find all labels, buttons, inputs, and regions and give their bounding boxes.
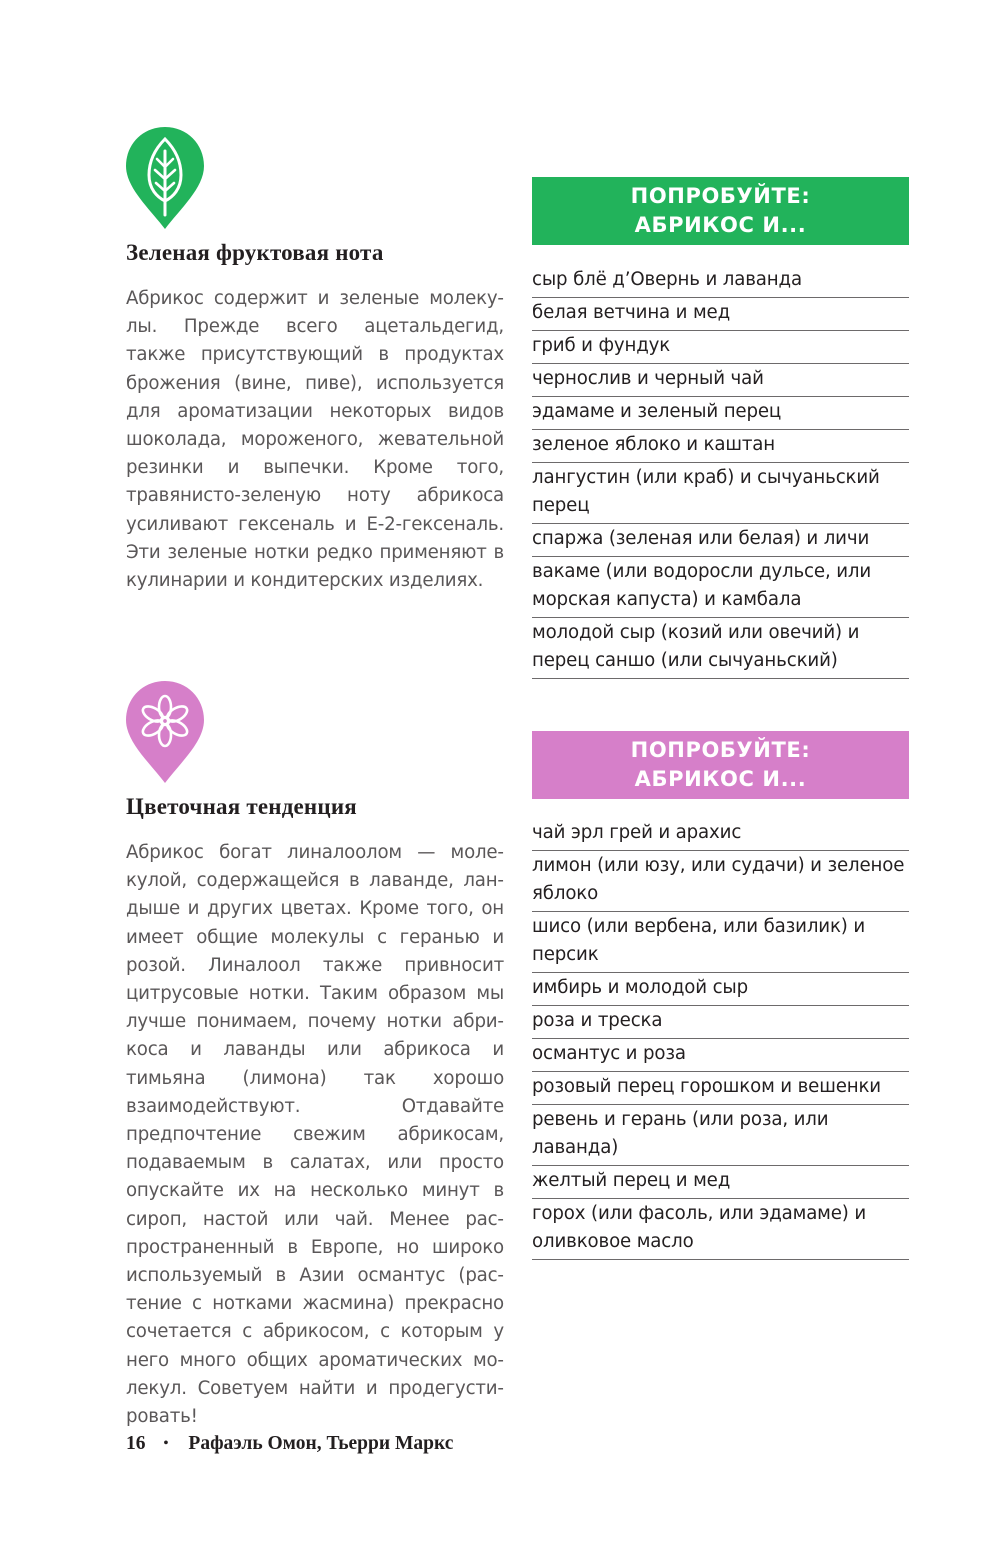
list-item: чернослив и черный чай bbox=[532, 364, 909, 397]
green-section-text bbox=[126, 285, 504, 595]
list-item: гриб и фундук bbox=[532, 331, 909, 364]
floral-section-title: Цветочная тенденция bbox=[126, 794, 357, 819]
green-pairing-list bbox=[532, 265, 909, 679]
footer-separator: • bbox=[163, 1436, 169, 1451]
floral-section-text bbox=[126, 839, 504, 1431]
list-item: шисо (или вербена, или базилик) и персик bbox=[532, 912, 909, 973]
pink-pairing-list bbox=[532, 818, 909, 1260]
green-section-paragraph: Абрикос содержит и зеленые молекулы. Прежде всего ацетальдегид, также присутствующий в продуктах брожения (вине, пиве), используется для ароматизации некоторых видов шоколада, мороженого, жевательной резинки и выпечки. Кроме того, травянисто-зеленую ноту абрикоса усиливают гексеналь и Е-2-гексеналь. Эти зеленые нотки редко применяют в кулинарии и кондитерских изделиях. bbox=[126, 288, 504, 592]
list-item: желтый перец и мед bbox=[532, 1166, 909, 1199]
flower-icon bbox=[124, 679, 206, 785]
list-item: сыр блё д’Овернь и лаванда bbox=[532, 265, 909, 298]
green-box-line1: ПОПРОБУЙТЕ: bbox=[630, 184, 811, 208]
pink-try-box-header bbox=[532, 731, 909, 799]
list-item: османтус и роза bbox=[532, 1039, 909, 1072]
list-item: лангустин (или краб) и сычуаньский перец bbox=[532, 463, 909, 524]
floral-section-paragraph: Абрикос богат линалоолом — молекулой, содержащейся в лаванде, ландыше и других цветах. Кроме того, он имеет общие молекулы с геранью и розой. Линалоол также привносит цитрусовые нотки. Таким образом мы лучше понимаем, почему нотки абрикоса и лаванды или абрикоса и тимьяна (лимона) так хорошо взаимодействуют. Отдавайте предпочтение свежим абрикосам, подаваемым в салатах, или просто опускайте их на несколько минут в сироп, настой или чай. Менее распространенный в Европе, но широко используемый в Азии османтус (растение с нотками жасмина) прекрасно сочетается с абрикосом, с которым у него много общих ароматических молекул. Советуем найти и продегустировать! bbox=[126, 842, 504, 1428]
footer-authors: Рафаэль Омон, Тьерри Маркс bbox=[188, 1433, 454, 1454]
pink-box-line2: АБРИКОС И... bbox=[634, 767, 807, 791]
green-box-line2: АБРИКОС И... bbox=[634, 213, 807, 237]
list-item: зеленое яблоко и каштан bbox=[532, 430, 909, 463]
green-section-title: Зеленая фруктовая нота bbox=[126, 240, 384, 265]
list-item: чай эрл грей и арахис bbox=[532, 818, 909, 851]
pink-box-line1: ПОПРОБУЙТЕ: bbox=[630, 738, 811, 762]
list-item: розовый перец горошком и вешенки bbox=[532, 1072, 909, 1105]
list-item: спаржа (зеленая или белая) и личи bbox=[532, 524, 909, 557]
list-item: роза и треска bbox=[532, 1006, 909, 1039]
list-item: горох (или фасоль, или эдамаме) и оливковое масло bbox=[532, 1199, 909, 1260]
list-item: молодой сыр (козий или овечий) и перец саншо (или сычуаньский) bbox=[532, 618, 909, 679]
list-item: имбирь и молодой сыр bbox=[532, 973, 909, 1006]
green-try-box-header bbox=[532, 177, 909, 245]
list-item: ревень и герань (или роза, или лаванда) bbox=[532, 1105, 909, 1166]
leaf-icon bbox=[124, 125, 206, 231]
list-item: вакаме (или водоросли дульсе, или морская капуста) и камбала bbox=[532, 557, 909, 618]
page-number: 16 bbox=[126, 1433, 146, 1454]
list-item: эдамаме и зеленый перец bbox=[532, 397, 909, 430]
list-item: лимон (или юзу, или судачи) и зеленое яблоко bbox=[532, 851, 909, 912]
page-footer bbox=[126, 1433, 453, 1455]
list-item: белая ветчина и мед bbox=[532, 298, 909, 331]
